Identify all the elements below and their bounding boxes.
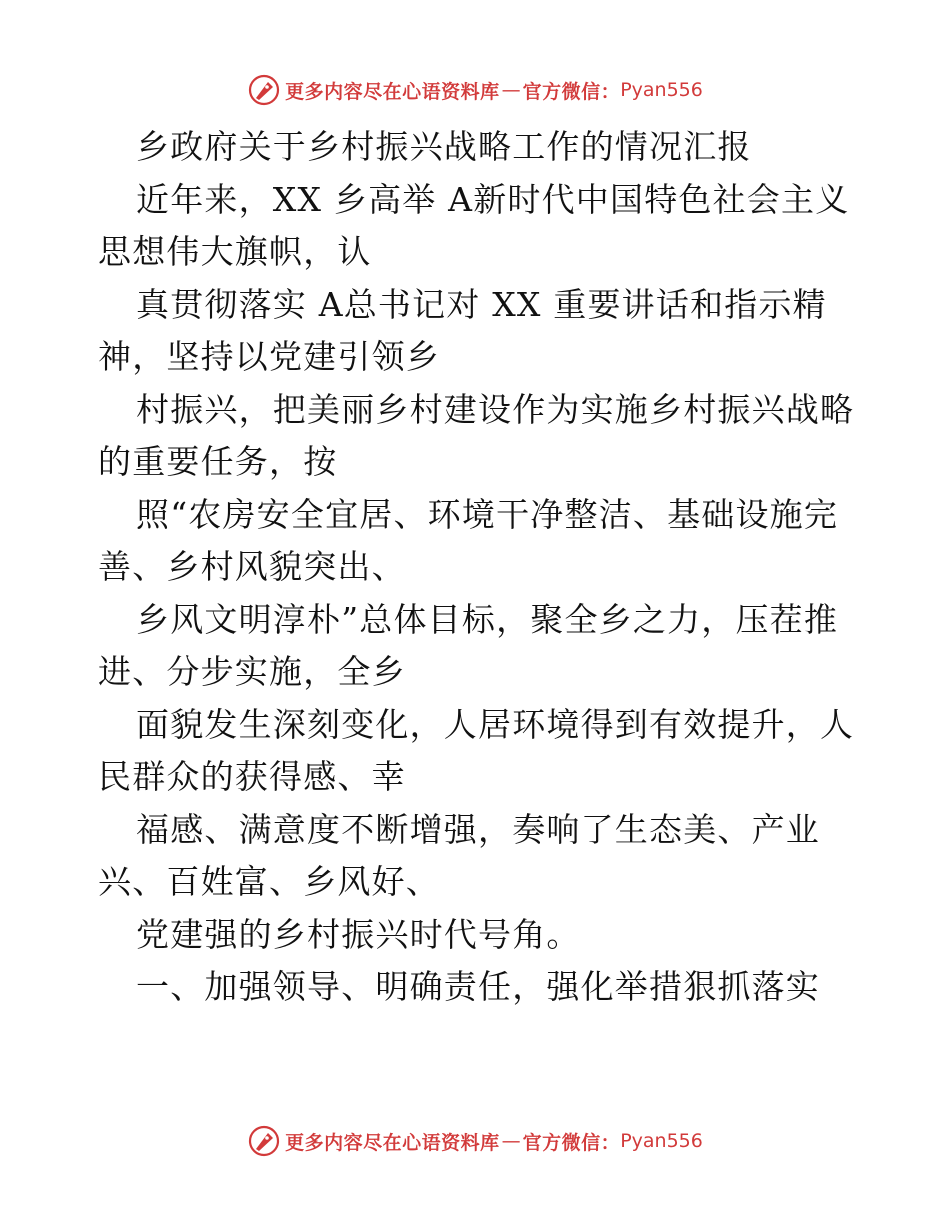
watermark-wechat-label: 官方微信： xyxy=(522,80,621,103)
watermark-site-text: 更多内容尽在心语资料库 xyxy=(285,1131,500,1154)
text-line: 进、分步实施，全乡 xyxy=(98,652,406,691)
text-line: 福感、满意度不断增强，奏响了生态美、产业 xyxy=(136,809,820,849)
text-line: 思想伟大旗帜，认 xyxy=(98,232,372,271)
text-line: 民群众的获得感、幸 xyxy=(98,757,406,796)
text-line: 面貌发生深刻变化，人居环境得到有效提升，人 xyxy=(136,704,855,744)
text-line: 党建强的乡村振兴时代号角。 xyxy=(136,914,581,954)
footer-watermark xyxy=(0,1121,950,1161)
header-watermark xyxy=(0,70,950,110)
watermark-separator: — xyxy=(501,1130,521,1152)
text-line: 乡风文明淳朴”总体目标，聚全乡之力，压茬推 xyxy=(136,599,839,639)
watermark-site-text: 更多内容尽在心语资料库 xyxy=(285,80,500,103)
text-line: 神，坚持以党建引领乡 xyxy=(98,337,440,376)
text-line: 善、乡村风貌突出、 xyxy=(98,547,406,586)
document-body xyxy=(98,121,858,1014)
watermark-separator: — xyxy=(501,79,521,101)
pen-nib-logo-icon xyxy=(247,1124,281,1158)
watermark-account: Pyan556 xyxy=(620,79,703,101)
text-line: 的重要任务，按 xyxy=(98,442,338,481)
text-line: 兴、百姓富、乡风好、 xyxy=(98,862,440,901)
pen-nib-logo-icon xyxy=(247,73,281,107)
text-line: 近年来，XX 乡高举 A新时代中国特色社会主义 xyxy=(136,179,850,219)
text-line: 真贯彻落实 A总书记对 XX 重要讲话和指示精 xyxy=(136,284,827,324)
text-line: 村振兴，把美丽乡村建设作为实施乡村振兴战略 xyxy=(136,389,855,429)
watermark-account: Pyan556 xyxy=(620,1130,703,1152)
text-line: 乡政府关于乡村振兴战略工作的情况汇报 xyxy=(136,127,752,166)
watermark-wechat-label: 官方微信： xyxy=(522,1131,621,1154)
text-line: 一、加强领导、明确责任，强化举措狠抓落实 xyxy=(136,967,820,1006)
text-line: 照“农房安全宜居、环境干净整洁、基础设施完 xyxy=(136,494,839,534)
